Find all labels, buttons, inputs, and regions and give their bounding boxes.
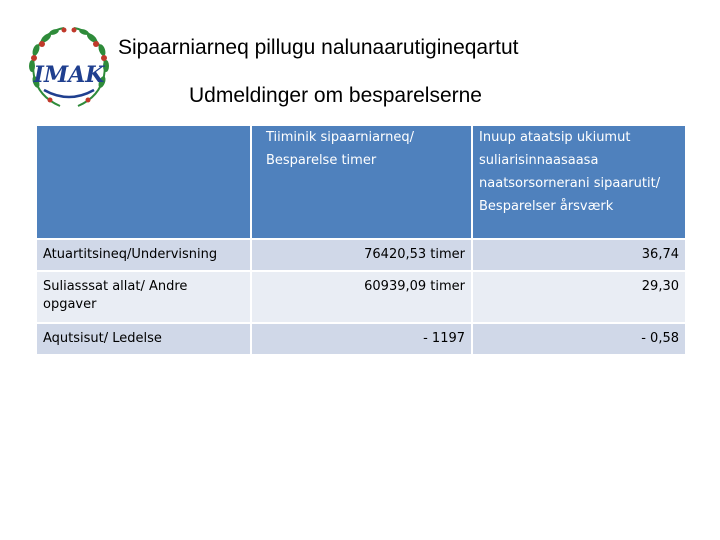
row-aarsvaerk: - 0,58 xyxy=(472,323,685,354)
table-row xyxy=(37,271,685,323)
column-header-hours: Tiiminik sipaarniarneq/ Besparelse timer xyxy=(251,126,472,239)
table-header-row xyxy=(37,126,685,239)
imak-logo xyxy=(24,20,114,114)
row-label: Atuartitsineq/Undervisning xyxy=(37,239,251,271)
row-hours: 60939,09 timer xyxy=(251,271,472,323)
page-subtitle: Udmeldinger om besparelserne xyxy=(189,84,482,107)
page-title: Sipaarniarneq pillugu nalunaarutigineqartut xyxy=(118,36,519,59)
row-label: Suliasssat allat/ Andre opgaver xyxy=(37,271,251,323)
row-label: Aqutsisut/ Ledelse xyxy=(37,323,251,354)
row-aarsvaerk: 29,30 xyxy=(472,271,685,323)
table-row xyxy=(37,239,685,271)
column-header-aarsvaerk: Inuup ataatsip ukiumut suliarisinnaasaasa naatsorsornerani sipaarutit/ Besparelser årsværk xyxy=(472,126,685,239)
table-row xyxy=(37,323,685,354)
row-hours: 76420,53 timer xyxy=(251,239,472,271)
savings-table xyxy=(37,126,685,354)
svg-text:IMAK: IMAK xyxy=(33,62,105,88)
column-header-empty xyxy=(37,126,251,239)
row-hours: - 1197 xyxy=(251,323,472,354)
row-aarsvaerk: 36,74 xyxy=(472,239,685,271)
wreath-logo-icon xyxy=(24,20,114,114)
